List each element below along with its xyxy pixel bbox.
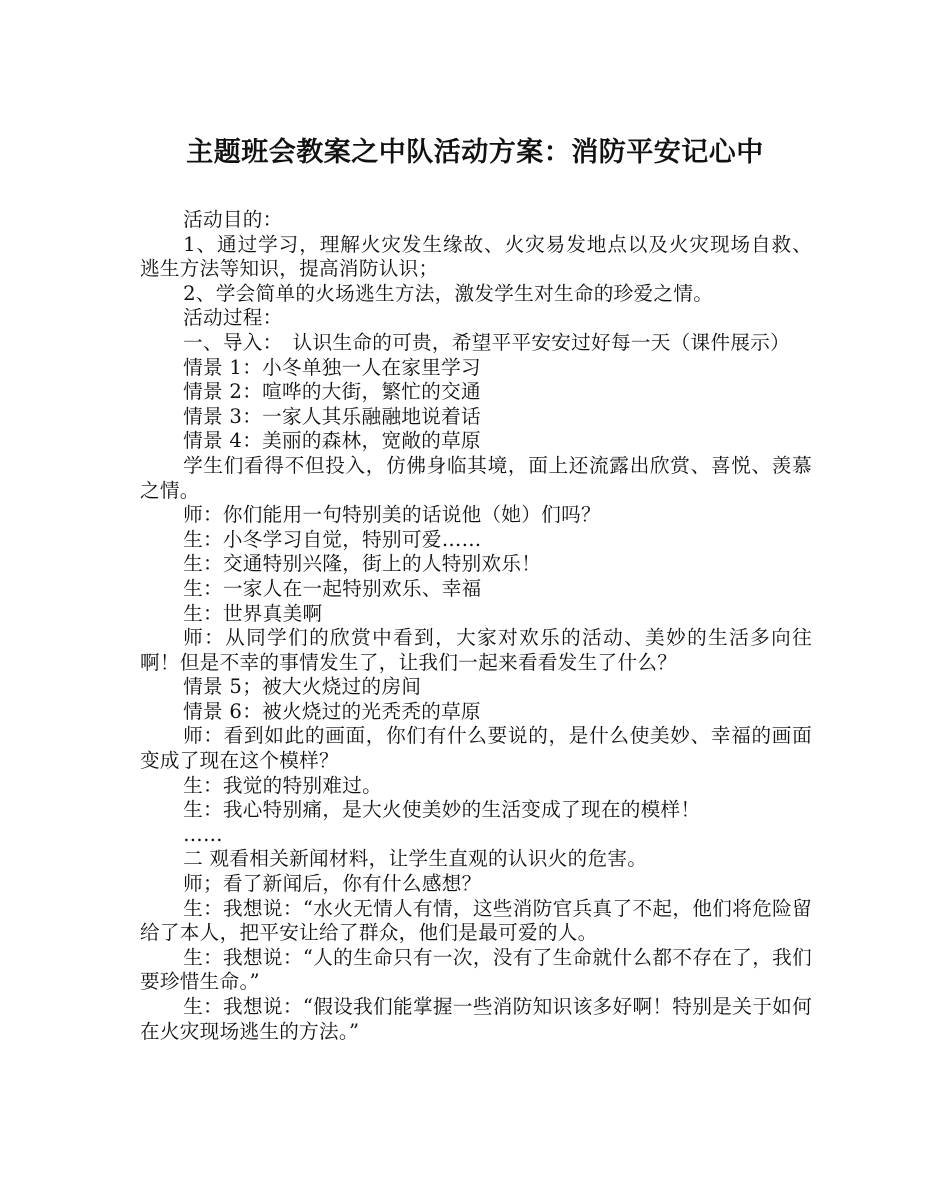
paragraph: 活动过程： [183,306,283,330]
paragraph: 情景 6：被火烧过的光秃秃的草原 [183,699,481,723]
paragraph: 师：你们能用一句特别美的话说他（她）们吗？ [183,503,601,527]
paragraph: 一、导入： 认识生命的可贵，希望平平安安过好每一天（课件展示） [183,330,791,354]
paragraph: 生：我想说：“人的生命只有一次，没有了生命就什么都不存在了，我们要珍惜生命。” [140,945,812,994]
paragraph: 二 观看相关新闻材料，让学生直观的认识火的危害。 [183,847,648,871]
paragraph: 师：从同学们的欣赏中看到，大家对欢乐的活动、美妙的生活多向往啊！但是不幸的事情发生了，让我们一起来看看发生了什么？ [140,626,812,674]
paragraph: 生：小冬学习自觉，特别可爱…… [183,527,482,551]
paragraph: 活动目的： [183,208,283,231]
paragraph: 学生们看得不但投入，仿佛身临其境，面上还流露出欣赏、喜悦、羡慕之情。 [140,453,812,502]
paragraph: 生：世界真美啊 [183,601,323,625]
paragraph: 生：我想说：“水火无情人有情，这些消防官兵真了不起，他们将危险留给了本人，把平安让给了群众，他们是最可爱的人。 [140,896,812,945]
document-title: 主题班会教案之中队活动方案：消防平安记心中 [186,137,764,168]
paragraph: 生：我想说：“假设我们能掌握一些消防知识该多好啊！特别是关于如何在火灾现场逃生的方法。” [140,995,812,1043]
paragraph: 生：我心特别痛，是大火使美妙的生活变成了现在的模样！ [183,798,701,822]
paragraph: 情景 5；被大火烧过的房间 [183,675,422,699]
paragraph: 情景 4：美丽的森林，宽敞的草原 [183,429,481,453]
paragraph: 情景 1：小冬单独一人在家里学习 [183,355,481,379]
paragraph: …… [183,822,223,846]
paragraph: 情景 2：喧哗的大街，繁忙的交通 [183,380,481,404]
paragraph: 生：我觉的特别难过。 [183,773,383,797]
paragraph: 情景 3：一家人其乐融融地说着话 [183,404,481,428]
paragraph: 生：一家人在一起特别欢乐、幸福 [183,576,482,600]
paragraph: 生：交通特别兴隆，街上的人特别欢乐！ [183,552,542,576]
paragraph: 师；看了新闻后，你有什么感想？ [183,872,482,896]
paragraph: 1、通过学习，理解火灾发生缘故、火灾易发地点以及火灾现场自救、逃生方法等知识，提高消防认识； [140,232,812,281]
paragraph: 2、学会简单的火场逃生方法，激发学生对生命的珍爱之情。 [183,281,714,305]
paragraph: 师：看到如此的画面，你们有什么要说的，是什么使美妙、幸福的画面变成了现在这个模样？ [140,724,812,773]
document-body [140,208,812,1044]
